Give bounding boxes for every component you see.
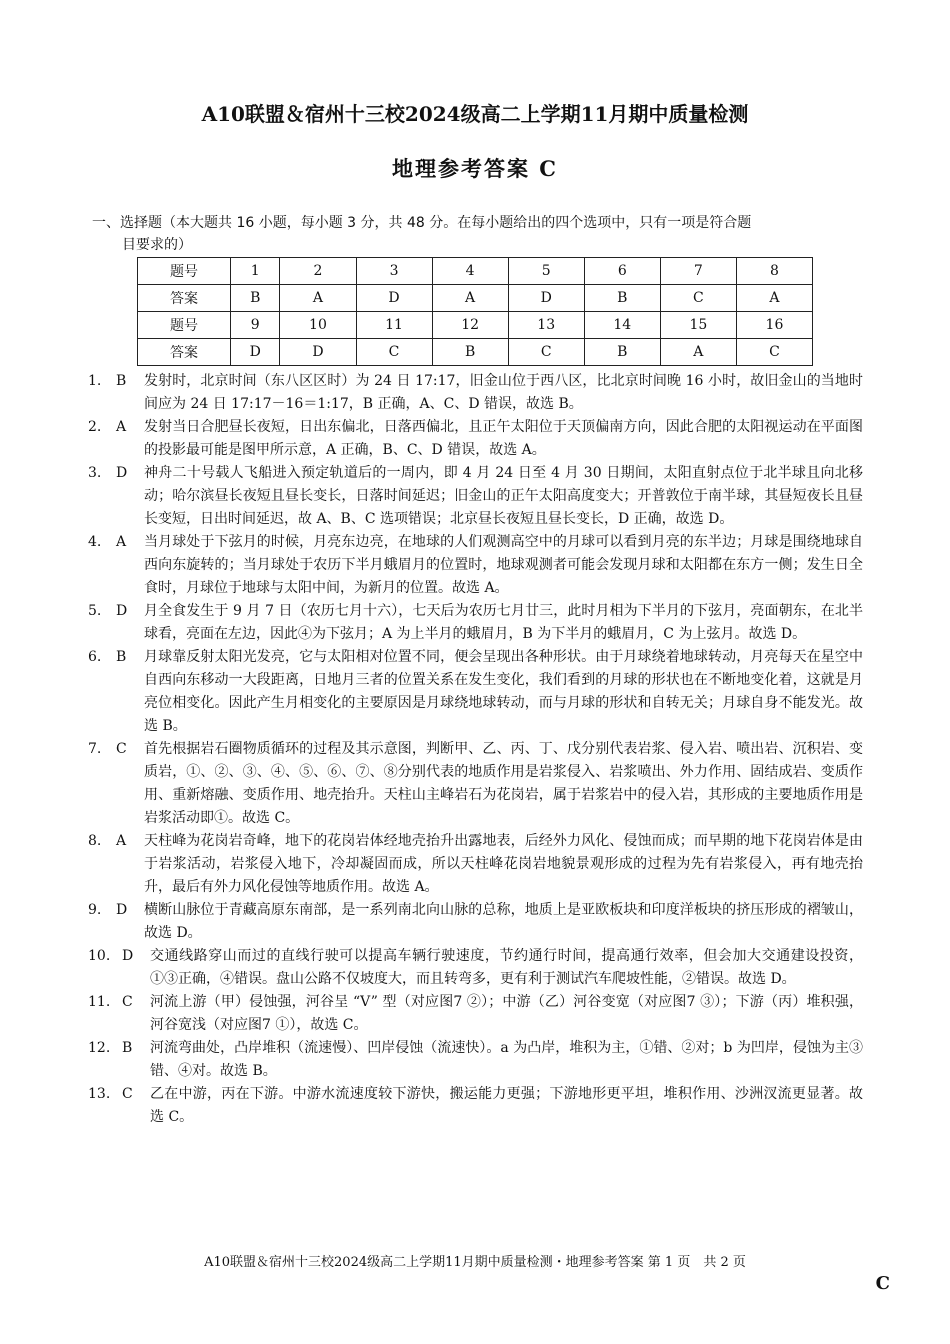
- table-cell: B: [584, 339, 660, 366]
- item-text: 河流上游（甲）侵蚀强，河谷呈 “V” 型（对应图7 ②）；中游（乙）河谷变宽（对应图7 ③）；下游（丙）堆积强，河谷宽浅（对应图7 ①），故选 C。: [150, 994, 863, 1033]
- table-cell: C: [508, 339, 584, 366]
- item-text: 发射当日合肥昼长夜短，日出东偏北，日落西偏北，且正午太阳位于天顶偏南方向，因此合肥的太阳视运动在平面图的投影最可能是图甲所示意，A 正确，B、C、D 错误，故选 A。: [144, 419, 863, 458]
- item-text: 天柱峰为花岗岩奇峰，地下的花岗岩体经地壳抬升出露地表，后经外力风化、侵蚀而成；而早期的地下花岗岩体是由于岩浆活动，岩浆侵入地下，冷却凝固而成，所以天柱峰花岗岩地貌景观形成的过程为先有岩浆侵入，再有地壳抬升，最后有外力风化侵蚀等地质作用。故选 A。: [144, 833, 863, 895]
- table-cell: D: [508, 285, 584, 312]
- item-answer: B: [122, 1040, 133, 1056]
- list-item: [88, 600, 863, 646]
- item-answer: B: [116, 649, 127, 665]
- table-cell: 12: [432, 312, 508, 339]
- list-item: [88, 462, 863, 531]
- item-text: 横断山脉位于青藏高原东南部，是一系列南北向山脉的总称，地质上是亚欧板块和印度洋板块的挤压形成的褶皱山，故选 D。: [144, 902, 863, 941]
- version-mark: C: [875, 1273, 890, 1294]
- item-answer: A: [116, 833, 127, 849]
- table-cell: C: [660, 285, 736, 312]
- section-heading-line2: 目要求的）: [122, 237, 192, 253]
- item-text: 月球靠反射太阳光发亮，它与太阳相对位置不同，便会呈现出各种形状。由于月球绕着地球转动，月亮每天在星空中自西向东移动一大段距离，日地月三者的位置关系在发生变化，我们看到的月球的形状也在不断地变化着，这就是月亮位相变化。因此产生月相变化的主要原因是月球绕地球转动，而与月球的形状和自转无关；月球自身不能发光。故选 B。: [144, 649, 863, 734]
- item-answer: B: [116, 373, 127, 389]
- item-number: 3.: [88, 465, 102, 481]
- table-cell: B: [231, 285, 280, 312]
- table-cell: A: [736, 285, 812, 312]
- page-footer: A10联盟＆宿州十三校2024级高二上学期11月期中质量检测・地理参考答案 第 1 页 共 2 页: [204, 1255, 746, 1270]
- table-cell: 8: [736, 258, 812, 285]
- list-item: [88, 830, 863, 899]
- item-number: 6.: [88, 649, 102, 665]
- section-heading: [92, 212, 872, 256]
- item-answer: D: [122, 948, 134, 964]
- item-text: 当月球处于下弦月的时候，月亮东边亮，在地球的人们观测高空中的月球可以看到月亮的东半边；月球是围绕地球自西向东旋转的；当月球处于农历下半月蛾眉月的位置时，地球观测者可能会发现月球和太阳都在东方一侧；发生日全食时，月球位于地球与太阳中间，为新月的位置。故选 A。: [144, 534, 863, 596]
- table-cell-header: 答案: [138, 285, 231, 312]
- item-number: 4.: [88, 534, 102, 550]
- document-subtitle: 地理参考答案 C: [391, 156, 559, 181]
- table-cell: A: [432, 285, 508, 312]
- table-cell: 14: [584, 312, 660, 339]
- item-text: 河流弯曲处，凸岸堆积（流速慢）、凹岸侵蚀（流速快）。a 为凸岸，堆积为主，①错、②对；b 为凹岸，侵蚀为主③错、④对。故选 B。: [150, 1040, 863, 1079]
- list-item: [88, 738, 863, 830]
- table-cell: 3: [356, 258, 432, 285]
- list-item: [88, 646, 863, 738]
- table-cell: 5: [508, 258, 584, 285]
- table-cell: B: [584, 285, 660, 312]
- item-answer: A: [116, 534, 127, 550]
- table-cell: B: [432, 339, 508, 366]
- list-item: [88, 416, 863, 462]
- item-text: 发射时，北京时间（东八区区时）为 24 日 17:17，旧金山位于西八区，比北京时间晚 16 小时，故旧金山的当地时间应为 24 日 17:17－16＝1:17，B 正确，A、C、D 错误，故选 B。: [144, 373, 863, 412]
- table-cell: D: [356, 285, 432, 312]
- list-item: [88, 899, 863, 945]
- list-item: [88, 370, 863, 416]
- item-number: 9.: [88, 902, 102, 918]
- section-heading-line1: 一、选择题（本大题共 16 小题，每小题 3 分，共 48 分。在每小题给出的四个选项中，只有一项是符合题: [92, 215, 752, 231]
- item-number: 12.: [88, 1040, 111, 1056]
- item-answer: C: [122, 994, 133, 1010]
- answer-table: [137, 257, 813, 366]
- answer-explanations: [88, 370, 863, 1129]
- item-answer: C: [116, 741, 127, 757]
- item-answer: D: [116, 603, 128, 619]
- table-row: [138, 258, 813, 285]
- table-cell: D: [231, 339, 280, 366]
- item-answer: C: [122, 1086, 133, 1102]
- item-number: 5.: [88, 603, 102, 619]
- table-cell: A: [660, 339, 736, 366]
- item-answer: D: [116, 902, 128, 918]
- item-answer: A: [116, 419, 127, 435]
- table-row: [138, 339, 813, 366]
- table-cell: 15: [660, 312, 736, 339]
- list-item: [88, 1037, 863, 1083]
- table-cell: A: [280, 285, 356, 312]
- table-cell: D: [280, 339, 356, 366]
- item-number: 1.: [88, 373, 102, 389]
- item-text: 月全食发生于 9 月 7 日（农历七月十六），七天后为农历七月廿三，此时月相为下半月的下弦月，亮面朝东，在北半球看，亮面在左边，因此④为下弦月；A 为上半月的蛾眉月，B 为下半月的蛾眉月，C 为上弦月。故选 D。: [144, 603, 863, 642]
- table-cell: 10: [280, 312, 356, 339]
- item-number: 8.: [88, 833, 102, 849]
- list-item: [88, 945, 863, 991]
- table-cell: 11: [356, 312, 432, 339]
- table-cell: 13: [508, 312, 584, 339]
- list-item: [88, 1083, 863, 1129]
- table-row: [138, 312, 813, 339]
- item-text: 交通线路穿山而过的直线行驶可以提高车辆行驶速度，节约通行时间，提高通行效率，但会加大交通建设投资，①③正确，④错误。盘山公路不仅坡度大，而且转弯多，更有利于测试汽车爬坡性能，②错误。故选 D。: [150, 948, 863, 987]
- table-cell: 1: [231, 258, 280, 285]
- table-cell: 4: [432, 258, 508, 285]
- document-title: A10联盟＆宿州十三校2024级高二上学期11月期中质量检测: [201, 102, 749, 126]
- table-cell: 16: [736, 312, 812, 339]
- table-cell: 9: [231, 312, 280, 339]
- table-cell: 6: [584, 258, 660, 285]
- item-number: 13.: [88, 1086, 111, 1102]
- item-answer: D: [116, 465, 128, 481]
- table-cell: 2: [280, 258, 356, 285]
- table-cell: C: [736, 339, 812, 366]
- item-number: 10.: [88, 948, 111, 964]
- list-item: [88, 531, 863, 600]
- item-text: 神舟二十号载人飞船进入预定轨道后的一周内，即 4 月 24 日至 4 月 30 日期间，太阳直射点位于北半球且向北移动；哈尔滨昼长夜短且昼长变长，日落时间延迟；旧金山的正午太阳高度变大；开普敦位于南半球，其昼短夜长且昼长变短，日出时间延迟，故 A、B、C 选项错误；北京昼长夜短且昼长变长，D 正确，故选 D。: [144, 465, 863, 527]
- item-text: 首先根据岩石圈物质循环的过程及其示意图，判断甲、乙、丙、丁、戊分别代表岩浆、侵入岩、喷出岩、沉积岩、变质岩，①、②、③、④、⑤、⑥、⑦、⑧分别代表的地质作用是岩浆侵入、岩浆喷出、外力作用、固结成岩、变质作用、重新熔融、变质作用、地壳抬升。天柱山主峰岩石为花岗岩，属于岩浆岩中的侵入岩，其形成的主要地质作用是岩浆活动即①。故选 C。: [144, 741, 863, 826]
- list-item: [88, 991, 863, 1037]
- item-text: 乙在中游，丙在下游。中游水流速度较下游快，搬运能力更强；下游地形更平坦，堆积作用、沙洲汊流更显著。故选 C。: [150, 1086, 863, 1125]
- item-number: 2.: [88, 419, 102, 435]
- table-cell-header: 答案: [138, 339, 231, 366]
- table-cell-header: 题号: [138, 258, 231, 285]
- table-cell-header: 题号: [138, 312, 231, 339]
- table-row: [138, 285, 813, 312]
- item-number: 7.: [88, 741, 102, 757]
- table-cell: 7: [660, 258, 736, 285]
- item-number: 11.: [88, 994, 111, 1010]
- table-cell: C: [356, 339, 432, 366]
